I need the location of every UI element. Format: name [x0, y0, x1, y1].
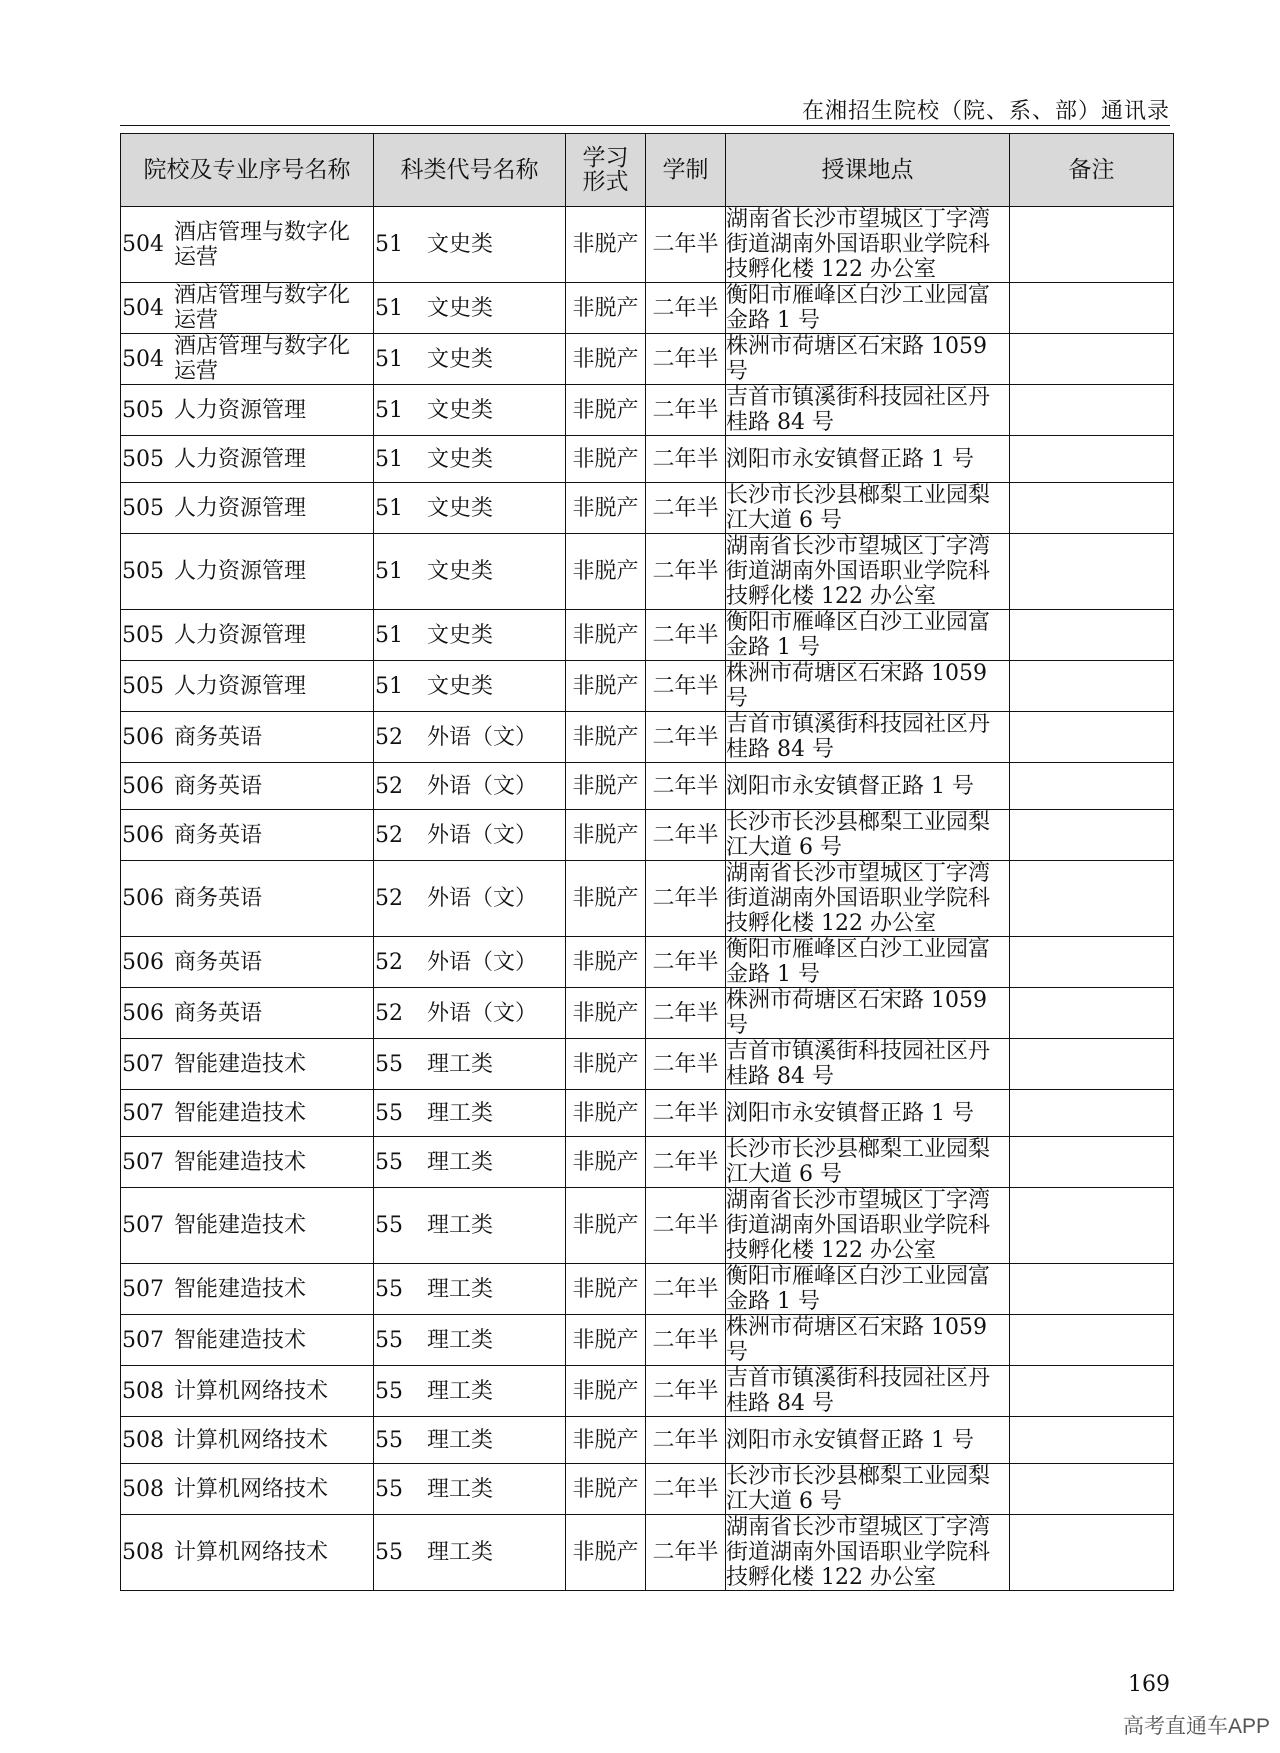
note-cell: [1010, 334, 1174, 385]
category-name: 外语（文）: [427, 1000, 538, 1026]
category-cell: [374, 534, 566, 610]
table-row: [121, 385, 1174, 436]
program-cell: [121, 861, 374, 937]
program-code: 508: [122, 1427, 164, 1453]
note-cell: [1010, 207, 1174, 283]
location-cell: 衡阳市雁峰区白沙工业园富金路 1 号: [726, 1264, 1010, 1315]
note-cell: [1010, 763, 1174, 810]
category-cell: [374, 763, 566, 810]
category-cell: [374, 610, 566, 661]
category-code: 55: [375, 1378, 403, 1404]
table-row: [121, 334, 1174, 385]
note-cell: [1010, 610, 1174, 661]
program-cell: [121, 988, 374, 1039]
study-form-cell: 非脱产: [566, 534, 646, 610]
program-name: 智能建造技术: [174, 1213, 307, 1238]
program-name: 商务英语: [174, 886, 263, 911]
program-name: 人力资源管理: [174, 673, 307, 699]
location-cell: 浏阳市永安镇督正路 1 号: [726, 763, 1010, 810]
table-row: [121, 937, 1174, 988]
location-cell: 吉首市镇溪街科技园社区丹桂路 84 号: [726, 712, 1010, 763]
study-form-cell: 非脱产: [566, 661, 646, 712]
location-cell: 长沙市长沙县榔梨工业园梨江大道 6 号: [726, 810, 1010, 861]
study-form-cell: 非脱产: [566, 283, 646, 334]
program-cell: [121, 661, 374, 712]
category-name: 文史类: [427, 295, 494, 321]
category-cell: [374, 1188, 566, 1264]
duration-cell: 二年半: [646, 988, 726, 1039]
program-cell: [121, 937, 374, 988]
table-row: [121, 1137, 1174, 1188]
program-cell: [121, 385, 374, 436]
study-form-cell: 非脱产: [566, 763, 646, 810]
category-name: 理工类: [427, 1378, 494, 1404]
study-form-cell: 非脱产: [566, 1039, 646, 1090]
program-name: 商务英语: [174, 773, 263, 799]
program-code: 504: [122, 295, 164, 321]
program-code: 504: [122, 232, 164, 257]
study-form-cell: 非脱产: [566, 1315, 646, 1366]
program-name: 智能建造技术: [174, 1276, 307, 1302]
category-name: 理工类: [427, 1327, 494, 1353]
program-code: 506: [122, 949, 164, 975]
location-cell: 株洲市荷塘区石宋路 1059 号: [726, 661, 1010, 712]
category-name: 文史类: [427, 232, 494, 257]
location-cell: 长沙市长沙县榔梨工业园梨江大道 6 号: [726, 1137, 1010, 1188]
study-form-cell: 非脱产: [566, 207, 646, 283]
study-form-cell: 非脱产: [566, 1464, 646, 1515]
program-code: 507: [122, 1100, 164, 1126]
col-header-note: 备注: [1010, 134, 1174, 207]
table-row: [121, 1090, 1174, 1137]
study-form-cell: 非脱产: [566, 483, 646, 534]
program-code: 505: [122, 559, 164, 584]
duration-cell: 二年半: [646, 534, 726, 610]
table-row: [121, 1464, 1174, 1515]
category-name: 文史类: [427, 673, 494, 699]
program-name: 人力资源管理: [174, 622, 307, 648]
location-cell: 衡阳市雁峰区白沙工业园富金路 1 号: [726, 937, 1010, 988]
location-cell: 株洲市荷塘区石宋路 1059 号: [726, 988, 1010, 1039]
category-cell: [374, 436, 566, 483]
category-name: 外语（文）: [427, 822, 538, 848]
location-cell: 浏阳市永安镇督正路 1 号: [726, 436, 1010, 483]
location-cell: 湖南省长沙市望城区丁字湾街道湖南外国语职业学院科技孵化楼 122 办公室: [726, 1188, 1010, 1264]
location-cell: 株洲市荷塘区石宋路 1059 号: [726, 1315, 1010, 1366]
program-name: 智能建造技术: [174, 1100, 307, 1126]
program-code: 506: [122, 822, 164, 848]
study-form-cell: 非脱产: [566, 1515, 646, 1591]
category-cell: [374, 385, 566, 436]
note-cell: [1010, 937, 1174, 988]
category-name: 外语（文）: [427, 886, 538, 911]
table-row: [121, 534, 1174, 610]
category-code: 52: [375, 724, 403, 750]
location-cell: 湖南省长沙市望城区丁字湾街道湖南外国语职业学院科技孵化楼 122 办公室: [726, 1515, 1010, 1591]
category-cell: [374, 1090, 566, 1137]
category-cell: [374, 988, 566, 1039]
category-cell: [374, 283, 566, 334]
location-cell: 长沙市长沙县榔梨工业园梨江大道 6 号: [726, 483, 1010, 534]
program-code: 505: [122, 495, 164, 521]
table-row: [121, 861, 1174, 937]
duration-cell: 二年半: [646, 207, 726, 283]
category-code: 55: [375, 1100, 403, 1126]
program-code: 508: [122, 1476, 164, 1502]
study-form-cell: 非脱产: [566, 1264, 646, 1315]
location-cell: 吉首市镇溪街科技园社区丹桂路 84 号: [726, 1039, 1010, 1090]
program-name: 酒店管理与数字化运营: [174, 334, 351, 384]
location-cell: 吉首市镇溪街科技园社区丹桂路 84 号: [726, 1366, 1010, 1417]
program-code: 505: [122, 622, 164, 648]
page-number: 169: [1128, 1672, 1170, 1697]
note-cell: [1010, 661, 1174, 712]
program-cell: [121, 1515, 374, 1591]
category-cell: [374, 1417, 566, 1464]
enrollment-table: [120, 133, 1174, 1591]
category-cell: [374, 1366, 566, 1417]
note-cell: [1010, 1315, 1174, 1366]
category-code: 51: [375, 622, 403, 648]
note-cell: [1010, 988, 1174, 1039]
note-cell: [1010, 1090, 1174, 1137]
category-code: 55: [375, 1327, 403, 1353]
program-name: 人力资源管理: [174, 397, 307, 423]
duration-cell: 二年半: [646, 810, 726, 861]
table-row: [121, 1315, 1174, 1366]
category-name: 理工类: [427, 1149, 494, 1175]
location-cell: 湖南省长沙市望城区丁字湾街道湖南外国语职业学院科技孵化楼 122 办公室: [726, 207, 1010, 283]
location-cell: 浏阳市永安镇督正路 1 号: [726, 1090, 1010, 1137]
category-name: 理工类: [427, 1100, 494, 1126]
program-cell: [121, 1188, 374, 1264]
table-body: [121, 207, 1174, 1591]
note-cell: [1010, 534, 1174, 610]
study-form-cell: 非脱产: [566, 385, 646, 436]
duration-cell: 二年半: [646, 1188, 726, 1264]
category-cell: [374, 1464, 566, 1515]
program-name: 商务英语: [174, 822, 263, 848]
program-name: 商务英语: [174, 724, 263, 750]
study-form-cell: 非脱产: [566, 334, 646, 385]
note-cell: [1010, 861, 1174, 937]
program-name: 智能建造技术: [174, 1327, 307, 1353]
duration-cell: 二年半: [646, 937, 726, 988]
program-code: 506: [122, 724, 164, 750]
category-code: 51: [375, 295, 403, 321]
program-cell: [121, 763, 374, 810]
duration-cell: 二年半: [646, 1315, 726, 1366]
study-form-cell: 非脱产: [566, 712, 646, 763]
category-code: 55: [375, 1051, 403, 1077]
program-code: 508: [122, 1540, 164, 1565]
table-row: [121, 436, 1174, 483]
study-form-cell: 非脱产: [566, 861, 646, 937]
category-name: 外语（文）: [427, 949, 538, 975]
location-cell: 衡阳市雁峰区白沙工业园富金路 1 号: [726, 283, 1010, 334]
program-cell: [121, 712, 374, 763]
location-cell: 湖南省长沙市望城区丁字湾街道湖南外国语职业学院科技孵化楼 122 办公室: [726, 861, 1010, 937]
category-cell: [374, 937, 566, 988]
table-row: [121, 283, 1174, 334]
note-cell: [1010, 436, 1174, 483]
program-cell: [121, 334, 374, 385]
table-row: [121, 810, 1174, 861]
note-cell: [1010, 283, 1174, 334]
col-header-category: 科类代号名称: [374, 134, 566, 207]
note-cell: [1010, 1515, 1174, 1591]
program-name: 人力资源管理: [174, 446, 307, 472]
table-row: [121, 988, 1174, 1039]
category-code: 51: [375, 397, 403, 423]
category-cell: [374, 1039, 566, 1090]
program-cell: [121, 1315, 374, 1366]
category-name: 理工类: [427, 1276, 494, 1302]
study-form-cell: 非脱产: [566, 988, 646, 1039]
table-header-row: [121, 134, 1174, 207]
category-cell: [374, 334, 566, 385]
table-row: [121, 712, 1174, 763]
program-code: 507: [122, 1327, 164, 1353]
program-name: 酒店管理与数字化运营: [174, 219, 351, 270]
program-cell: [121, 436, 374, 483]
program-name: 智能建造技术: [174, 1149, 307, 1175]
category-code: 55: [375, 1540, 403, 1565]
program-name: 计算机网络技术: [174, 1476, 329, 1502]
header-rule: [120, 125, 1170, 126]
location-cell: 湖南省长沙市望城区丁字湾街道湖南外国语职业学院科技孵化楼 122 办公室: [726, 534, 1010, 610]
table-row: [121, 1515, 1174, 1591]
duration-cell: 二年半: [646, 861, 726, 937]
program-cell: [121, 1039, 374, 1090]
program-cell: [121, 1464, 374, 1515]
category-code: 51: [375, 232, 403, 257]
location-cell: 吉首市镇溪街科技园社区丹桂路 84 号: [726, 385, 1010, 436]
study-form-cell: 非脱产: [566, 1090, 646, 1137]
category-name: 外语（文）: [427, 773, 538, 799]
note-cell: [1010, 1366, 1174, 1417]
category-name: 文史类: [427, 446, 494, 472]
category-code: 52: [375, 1000, 403, 1026]
program-cell: [121, 1090, 374, 1137]
program-cell: [121, 207, 374, 283]
program-name: 计算机网络技术: [174, 1378, 329, 1404]
category-name: 理工类: [427, 1051, 494, 1077]
duration-cell: 二年半: [646, 1090, 726, 1137]
study-form-cell: 非脱产: [566, 1366, 646, 1417]
study-form-cell: 非脱产: [566, 1188, 646, 1264]
duration-cell: 二年半: [646, 483, 726, 534]
study-form-cell: 非脱产: [566, 937, 646, 988]
category-code: 55: [375, 1276, 403, 1302]
category-cell: [374, 661, 566, 712]
table-row: [121, 763, 1174, 810]
category-name: 外语（文）: [427, 724, 538, 750]
category-cell: [374, 1137, 566, 1188]
duration-cell: 二年半: [646, 1464, 726, 1515]
program-cell: [121, 810, 374, 861]
col-header-study-form: [566, 134, 646, 207]
category-cell: [374, 1315, 566, 1366]
category-code: 51: [375, 346, 403, 372]
col-header-study-form-text: 学习形式: [582, 145, 629, 195]
category-name: 理工类: [427, 1213, 494, 1238]
table-row: [121, 1264, 1174, 1315]
program-name: 人力资源管理: [174, 559, 307, 584]
category-code: 55: [375, 1213, 403, 1238]
program-cell: [121, 534, 374, 610]
category-cell: [374, 483, 566, 534]
category-name: 理工类: [427, 1540, 494, 1565]
note-cell: [1010, 810, 1174, 861]
duration-cell: 二年半: [646, 1039, 726, 1090]
col-header-location: 授课地点: [726, 134, 1010, 207]
category-code: 52: [375, 886, 403, 911]
note-cell: [1010, 1137, 1174, 1188]
duration-cell: 二年半: [646, 385, 726, 436]
note-cell: [1010, 1188, 1174, 1264]
category-code: 55: [375, 1149, 403, 1175]
duration-cell: 二年半: [646, 712, 726, 763]
program-cell: [121, 283, 374, 334]
category-name: 文史类: [427, 622, 494, 648]
table-row: [121, 207, 1174, 283]
study-form-cell: 非脱产: [566, 810, 646, 861]
category-name: 文史类: [427, 346, 494, 372]
duration-cell: 二年半: [646, 1137, 726, 1188]
location-cell: 浏阳市永安镇督正路 1 号: [726, 1417, 1010, 1464]
program-name: 商务英语: [174, 949, 263, 975]
category-cell: [374, 207, 566, 283]
table-row: [121, 1417, 1174, 1464]
note-cell: [1010, 1464, 1174, 1515]
category-name: 文史类: [427, 495, 494, 521]
program-code: 504: [122, 346, 164, 372]
program-code: 507: [122, 1276, 164, 1302]
table-row: [121, 610, 1174, 661]
category-cell: [374, 861, 566, 937]
location-cell: 衡阳市雁峰区白沙工业园富金路 1 号: [726, 610, 1010, 661]
program-code: 508: [122, 1378, 164, 1404]
col-header-duration: 学制: [646, 134, 726, 207]
note-cell: [1010, 1264, 1174, 1315]
study-form-cell: 非脱产: [566, 610, 646, 661]
location-cell: 株洲市荷塘区石宋路 1059 号: [726, 334, 1010, 385]
category-code: 55: [375, 1427, 403, 1453]
program-name: 人力资源管理: [174, 495, 307, 521]
program-cell: [121, 1264, 374, 1315]
duration-cell: 二年半: [646, 763, 726, 810]
category-code: 55: [375, 1476, 403, 1502]
category-name: 文史类: [427, 397, 494, 423]
program-code: 507: [122, 1051, 164, 1077]
program-name: 商务英语: [174, 1000, 263, 1026]
note-cell: [1010, 1417, 1174, 1464]
study-form-cell: 非脱产: [566, 1417, 646, 1464]
table-row: [121, 1039, 1174, 1090]
category-code: 52: [375, 773, 403, 799]
duration-cell: 二年半: [646, 1515, 726, 1591]
program-cell: [121, 1417, 374, 1464]
category-name: 理工类: [427, 1476, 494, 1502]
program-code: 505: [122, 446, 164, 472]
program-cell: [121, 483, 374, 534]
watermark: 高考直通车APP: [1122, 1715, 1270, 1738]
note-cell: [1010, 483, 1174, 534]
study-form-cell: 非脱产: [566, 436, 646, 483]
duration-cell: 二年半: [646, 436, 726, 483]
duration-cell: 二年半: [646, 334, 726, 385]
category-cell: [374, 1515, 566, 1591]
program-code: 505: [122, 673, 164, 699]
program-code: 507: [122, 1213, 164, 1238]
duration-cell: 二年半: [646, 610, 726, 661]
category-name: 文史类: [427, 559, 494, 584]
program-code: 506: [122, 1000, 164, 1026]
table-row: [121, 1366, 1174, 1417]
category-cell: [374, 810, 566, 861]
note-cell: [1010, 712, 1174, 763]
duration-cell: 二年半: [646, 283, 726, 334]
category-code: 51: [375, 495, 403, 521]
category-cell: [374, 712, 566, 763]
note-cell: [1010, 1039, 1174, 1090]
program-name: 酒店管理与数字化运营: [174, 283, 351, 333]
program-cell: [121, 1366, 374, 1417]
category-code: 51: [375, 559, 403, 584]
category-code: 51: [375, 673, 403, 699]
program-name: 智能建造技术: [174, 1051, 307, 1077]
category-code: 52: [375, 822, 403, 848]
table-row: [121, 483, 1174, 534]
program-cell: [121, 1137, 374, 1188]
program-name: 计算机网络技术: [174, 1540, 329, 1565]
program-code: 505: [122, 397, 164, 423]
study-form-cell: 非脱产: [566, 1137, 646, 1188]
category-code: 52: [375, 949, 403, 975]
duration-cell: 二年半: [646, 1366, 726, 1417]
note-cell: [1010, 385, 1174, 436]
duration-cell: 二年半: [646, 1264, 726, 1315]
duration-cell: 二年半: [646, 661, 726, 712]
program-name: 计算机网络技术: [174, 1427, 329, 1453]
table-row: [121, 661, 1174, 712]
program-code: 507: [122, 1149, 164, 1175]
program-code: 506: [122, 773, 164, 799]
category-code: 51: [375, 446, 403, 472]
program-cell: [121, 610, 374, 661]
location-cell: 长沙市长沙县榔梨工业园梨江大道 6 号: [726, 1464, 1010, 1515]
category-name: 理工类: [427, 1427, 494, 1453]
program-code: 506: [122, 886, 164, 911]
table-row: [121, 1188, 1174, 1264]
col-header-program: 院校及专业序号名称: [121, 134, 374, 207]
duration-cell: 二年半: [646, 1417, 726, 1464]
category-cell: [374, 1264, 566, 1315]
running-title: 在湘招生院校（院、系、部）通讯录: [801, 99, 1170, 124]
